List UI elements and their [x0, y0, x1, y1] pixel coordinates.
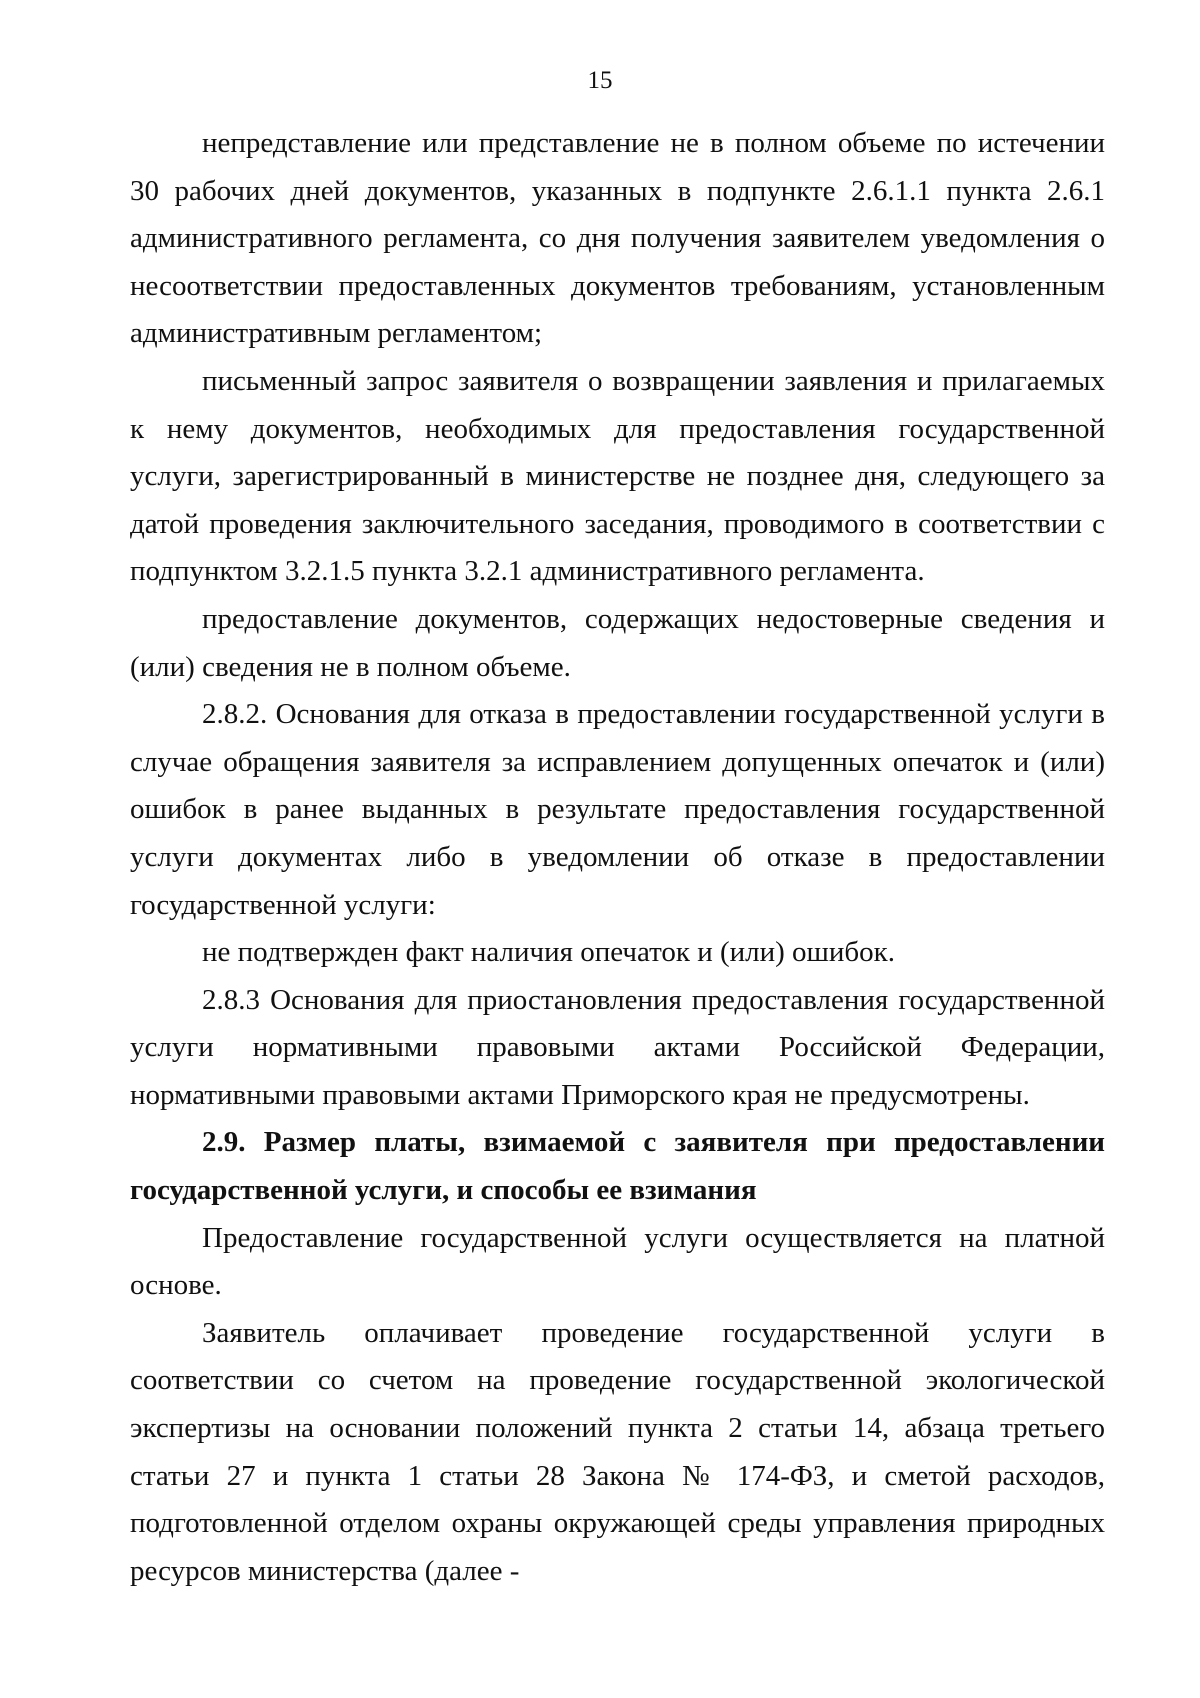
paragraph-2-8-3-suspension-grounds: 2.8.3 Основания для приостановления предоставления государственной услуги нормативными правовыми актами Российской Федерации, нормативными правовыми актами Приморского края не предусмотрены. — [130, 983, 1105, 1111]
paragraph-payment-procedure: Заявитель оплачивает проведение государственной услуги в соответствии со счетом на проведение государственной экологической экспертизы на основании положений пункта 2 статьи 14, абзаца третьего статьи 27 и пункта 1 статьи 28 Закона № 174-ФЗ, и сметой расходов, подготовленной отделом охраны окружающей среды управления природных ресурсов министерства (далее - — [130, 1316, 1105, 1587]
paragraph-written-request-return: письменный запрос заявителя о возвращении заявления и прилагаемых к нему документов, необходимых для предоставления государственной услуги, зарегистрированный в министерстве не позднее дня, следующего за датой проведения заключительного заседания, проводимого в соответствии с подпунктом 3.2.1.5 пункта 3.2.1 административного регламента. — [130, 364, 1105, 588]
document-body — [130, 120, 1105, 1595]
paragraph-unreliable-information: предоставление документов, содержащих недостоверные сведения и (или) сведения не в полном объеме. — [130, 602, 1105, 683]
page-number: 15 — [587, 67, 613, 94]
paragraph-2-8-2-refusal-grounds: 2.8.2. Основания для отказа в предоставлении государственной услуги в случае обращения заявителя за исправлением допущенных опечаток и (или) ошибок в ранее выданных в результате предоставления государственной услуги документах либо в уведомлении об отказе в предоставлении государственной услуги: — [130, 698, 1105, 921]
section-heading-2-9: 2.9. Размер платы, взимаемой с заявителя при предоставлении государственной услуги, и способы ее взимания — [130, 1126, 1105, 1207]
paragraph-errors-not-confirmed: не подтвержден факт наличия опечаток и (или) ошибок. — [202, 936, 895, 969]
paragraph-paid-basis: Предоставление государственной услуги осуществляется на платной основе. — [130, 1221, 1105, 1302]
paragraph-nonsubmission-documents: непредставление или представление не в полном объеме по истечении 30 рабочих дней документов, указанных в подпункте 2.6.1.1 пункта 2.6.1 административного регламента, со дня получения заявителем уведомления о несоответствии предоставленных документов требованиям, установленным административным регламентом; — [130, 127, 1105, 350]
